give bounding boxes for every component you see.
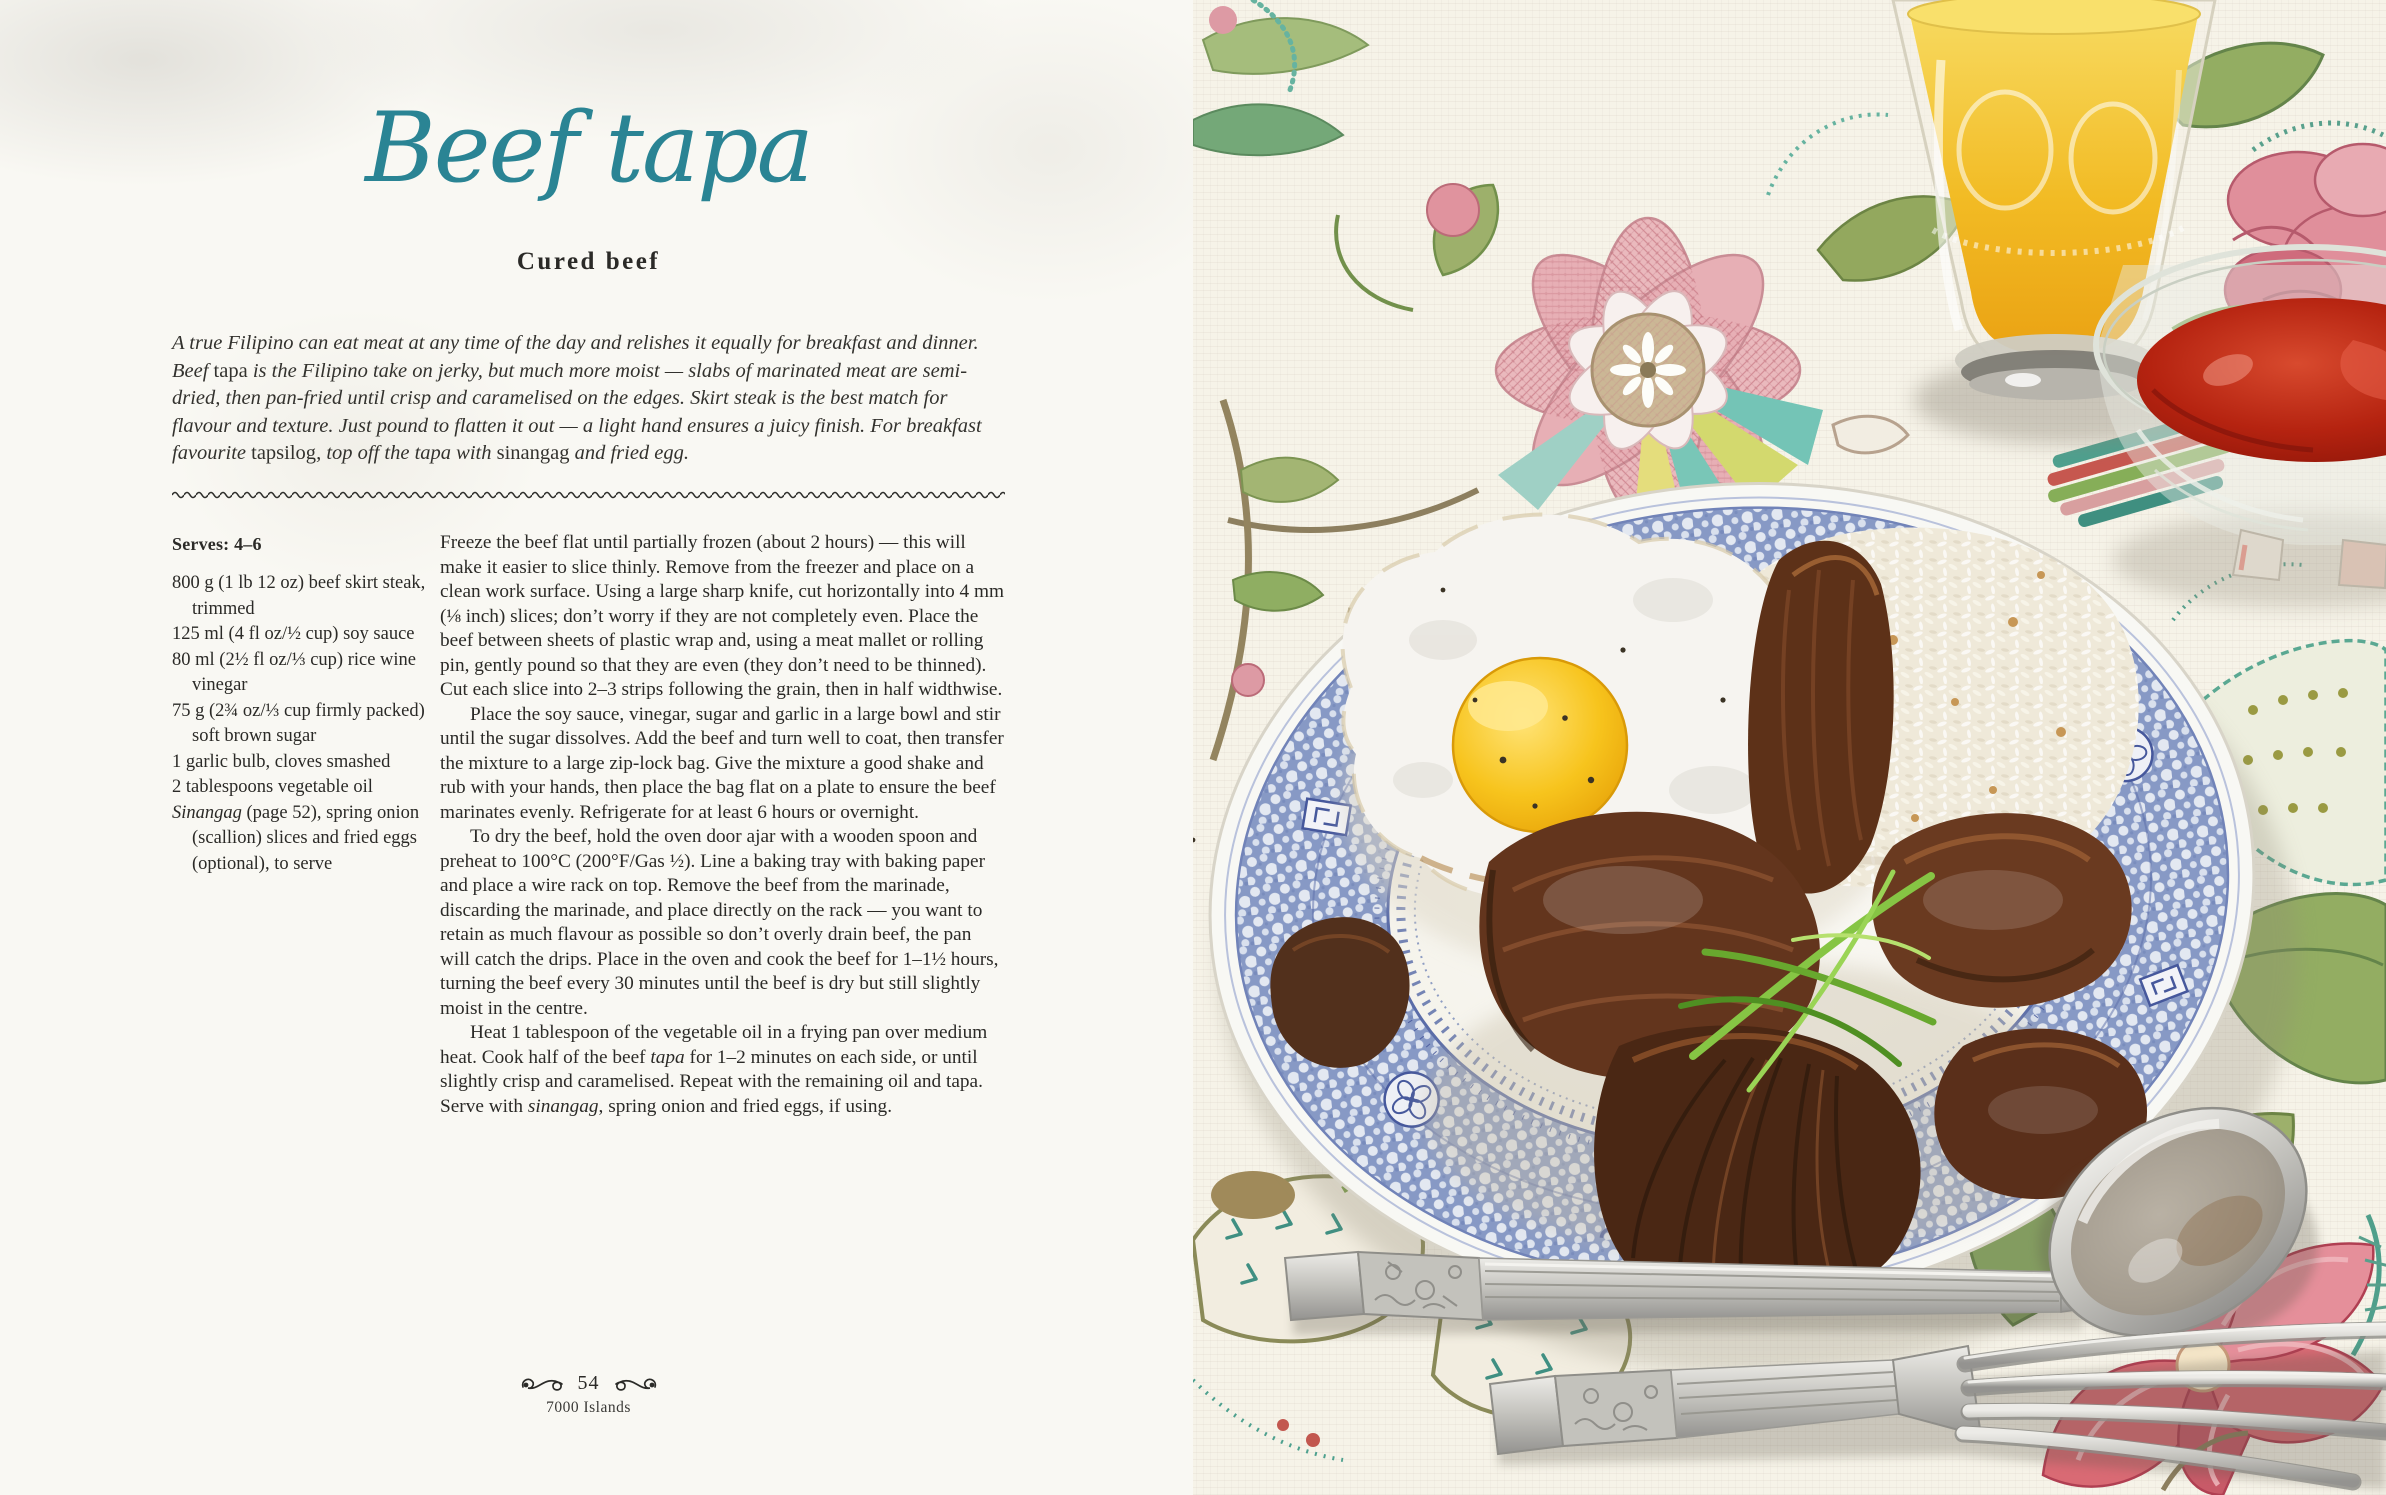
method-paragraph: Place the soy sauce, vinegar, sugar and garlic in a large bowl and stir until the sugar dissolves. Add the beef and turn well to coat, then transfer the mixture to a large zip-lock bag. Give the mixture a good shake and rub with your hands, then place the bag flat on a plate to ensure the beef marinates evenly. Refrigerate for at least 6 hours or overnight. (440, 703, 1004, 823)
method-column (440, 531, 1006, 1119)
ingredient-item: 125 ml (4 fl oz/½ cup) soy sauce (172, 624, 415, 644)
serves-label: Serves: 4–6 (172, 534, 262, 554)
recipe-content (172, 0, 1005, 1495)
page-footer (172, 1372, 1005, 1417)
fork-ornate-handle (1555, 1370, 1677, 1446)
ingredient-item: Sinangag (page 52), spring onion (scallion) slices and fried eggs (optional), to serve (172, 802, 420, 874)
ingredients-column (172, 534, 430, 877)
wavy-divider-line (172, 488, 1005, 500)
ingredient-item: 80 ml (2½ fl oz/⅓ cup) rice wine vinegar (172, 649, 417, 695)
egg-yolk (1453, 658, 1627, 832)
spoon-ornate-handle (1358, 1252, 1483, 1320)
flourish-left-icon (520, 1375, 564, 1393)
flourish-right-icon (614, 1375, 658, 1393)
ingredient-item: 2 tablespoons vegetable oil (172, 777, 373, 797)
recipe-intro: A true Filipino can eat meat at any time of the day and relishes it equally for breakfast and dinner. Beef tapa is the Filipino take on jerky, but much more moist — slabs of marinated meat are semi-dried, then pan-fried until crisp and caramelised on the edges. Skirt steak is the best match for flavour and texture. Just pound to flatten it out — a light hand ensures a juicy finish. For breakfast favourite tapsilog, top off the tapa with sinangag and fried egg. (172, 332, 982, 464)
method-paragraph: Freeze the beef flat until partially frozen (about 2 hours) — this will make it easier to slice thinly. Remove from the freezer and place on a clean work surface. Using a large sharp knife, cut horizontally into 4 mm (⅛ inch) slices; don’t worry if they are not completely even. Place the beef between sheets of plastic wrap and, using a meat mallet or rolling pin, gently pound so that they are even (they don’t need to be thinned). Cut each slice into 2–3 strips following the grain, then in half widthwise. (440, 532, 1004, 700)
method-paragraph: Heat 1 tablespoon of the vegetable oil in a frying pan over medium heat. Cook half of the beef tapa for 1–2 minutes on each side, or until slightly crisp and caramelised. Repeat with the remaining oil and tapa. Serve with sinangag, spring onion and fried eggs, if using. (440, 1022, 988, 1117)
ingredients-list (172, 571, 430, 877)
ketchup-bowl (2096, 247, 2386, 608)
book-title: 7000 Islands (546, 1399, 631, 1416)
recipe-subtitle: Cured beef (516, 248, 661, 275)
method-paragraph: To dry the beef, hold the oven door ajar with a wooden spoon and preheat to 100°C (200°F/Gas ½). Line a baking tray with baking paper and place a wire rack on top. Remove the beef from the marinade, discarding the marinade, and place directly on the rack — you want to retain as much flavour as possible so don’t overly drain beef, the pan will catch the drips. Place in the oven and cook the beef for 1–1½ hours, turning the beef every 30 minutes until the beef is dry but still slightly moist in the centre. (440, 826, 999, 1019)
page-number: 54 (577, 1372, 600, 1394)
photo-page (1193, 0, 2386, 1495)
ingredient-item: 75 g (2¾ oz/⅓ cup firmly packed) soft brown sugar (172, 700, 425, 746)
ingredient-item: 800 g (1 lb 12 oz) beef skirt steak, trimmed (172, 573, 426, 619)
wavy-divider (172, 487, 1005, 499)
ingredient-item: 1 garlic bulb, cloves smashed (172, 751, 391, 772)
recipe-title: Beef tapa (365, 92, 812, 204)
tapsilog-photo (1193, 0, 2386, 1495)
